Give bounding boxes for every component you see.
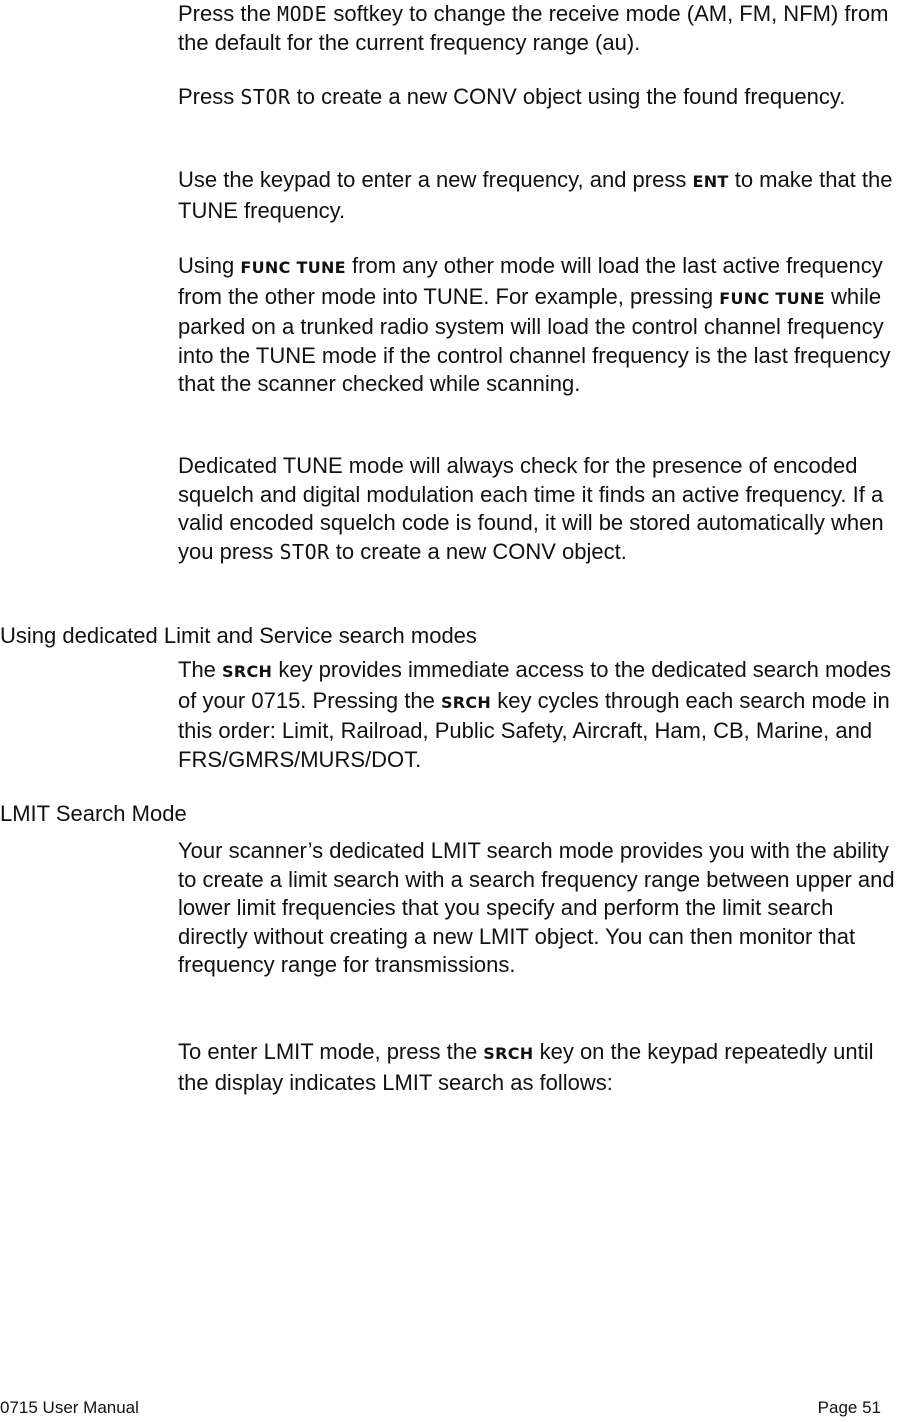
- text: while parked on a trunked radio system will load the control channel frequency into the TUNE mode if the control channel frequency is the last frequency that the scanner checked while scanning.: [178, 283, 891, 397]
- text: To enter LMIT mode, press the: [178, 1039, 484, 1064]
- subsection-heading: LMIT Search Mode: [0, 801, 187, 826]
- paragraph-mode-softkey: [178, 0, 898, 57]
- text: key cycles through each search mode in this order: Limit, Railroad, Public Safety, Aircraft, Ham, CB, Marine, and FRS/GMRS/MURS/DOT.: [178, 687, 890, 772]
- footer-page-number: Page 51: [817, 1398, 881, 1417]
- text: key on the keypad repeatedly until the display indicates LMIT search as follows:: [178, 1039, 874, 1095]
- paragraph-srch-key: [178, 656, 898, 774]
- key-ent: ENT: [692, 172, 729, 191]
- paragraph-stor: [178, 83, 898, 112]
- key-func-tune: FUNC TUNE: [240, 258, 346, 277]
- text: to make that the TUNE frequency.: [178, 167, 893, 223]
- key-srch: SRCH: [222, 662, 273, 681]
- paragraph-enter-lmit: [178, 1038, 898, 1097]
- section-heading: Using dedicated Limit and Service search modes: [0, 623, 477, 648]
- softkey-stor: STOR: [240, 85, 291, 109]
- text: key provides immediate access to the dedicated search modes of your 0715. Pressing the: [178, 657, 891, 713]
- paragraph-dedicated-tune: [178, 452, 898, 566]
- key-func-tune: FUNC TUNE: [719, 288, 825, 308]
- key-srch: SRCH: [483, 1044, 534, 1063]
- text: to create a new CONV object using the found frequency.: [290, 84, 846, 109]
- paragraph-lmit-description: [178, 837, 898, 980]
- text: Using: [178, 253, 241, 278]
- footer-manual-title: 0715 User Manual: [0, 1398, 139, 1417]
- text: Press: [178, 84, 241, 109]
- key-srch: SRCH: [440, 692, 492, 712]
- text: Dedicated TUNE mode will always check for the presence of encoded squelch and digital modulation each time it finds an active frequency. If a valid encoded squelch code is found, it will be stored automatically when you press: [178, 453, 884, 564]
- text: to create a new CONV object.: [329, 538, 627, 564]
- paragraph-keypad-ent: [178, 166, 898, 225]
- text: Your scanner’s dedicated LMIT search mode provides you with the ability to create a limit search with a search frequency range between upper and lower limit frequencies that you specify and perform the limit search directly without creating a new LMIT object. You can then monitor that frequency range for transmissions.: [178, 838, 895, 978]
- softkey-stor: STOR: [279, 539, 330, 564]
- softkey-mode: MODE: [277, 2, 328, 26]
- text: softkey to change the receive mode (AM, FM, NFM) from the default for the current frequency range (au).: [178, 1, 889, 55]
- text: from any other mode will load the last active frequency from the other mode into TUNE. For example, pressing: [178, 253, 883, 309]
- text: Press the: [178, 1, 278, 26]
- text: Use the keypad to enter a new frequency, and press: [178, 167, 693, 192]
- paragraph-func-tune: [178, 252, 898, 399]
- text: The: [178, 657, 223, 682]
